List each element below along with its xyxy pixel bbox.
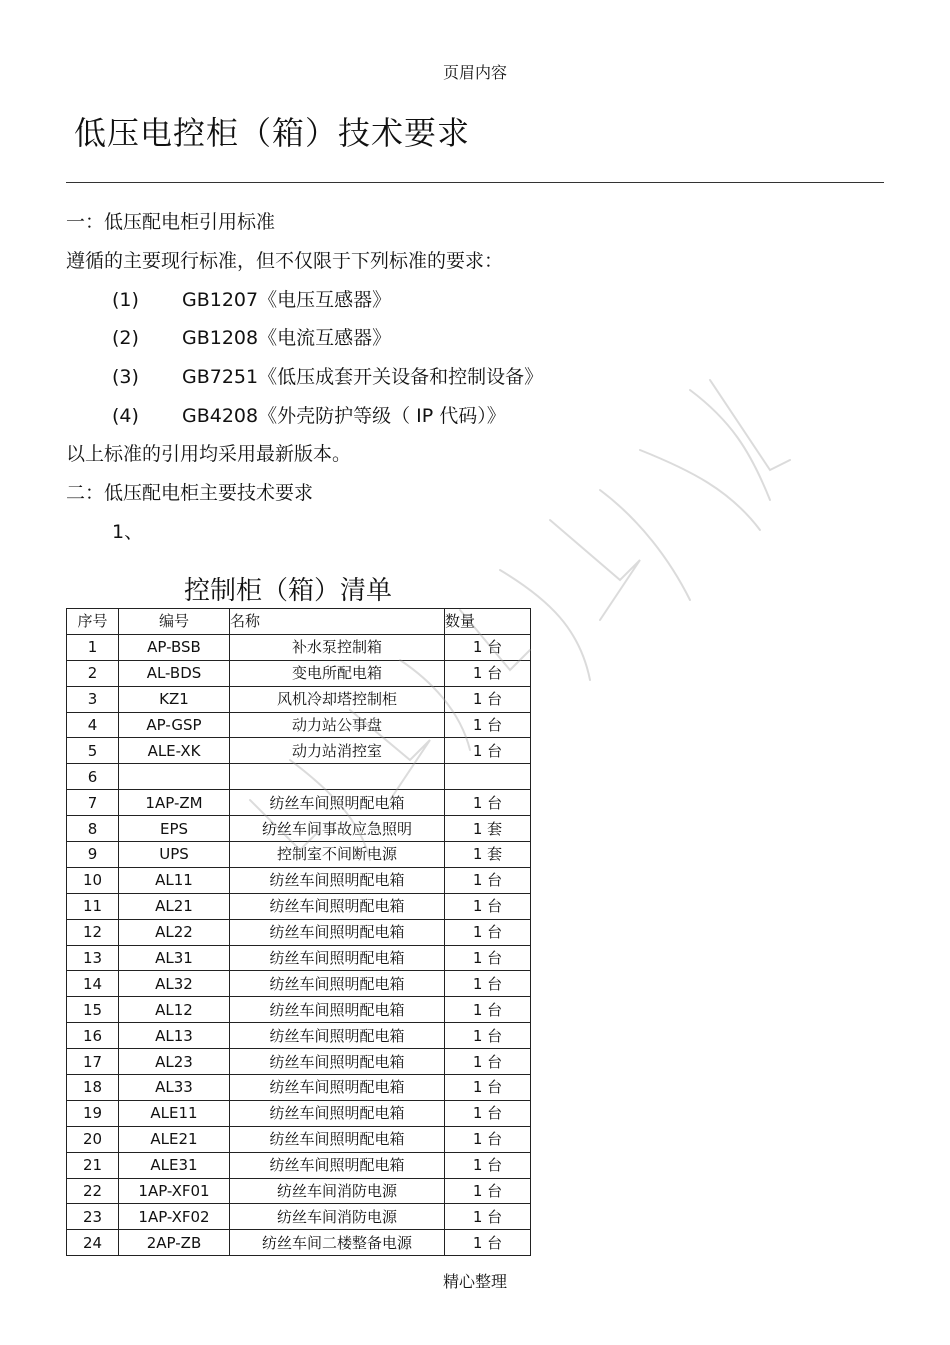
- cell-code: AL-BDS: [119, 660, 230, 686]
- cell-quantity: 1 台: [445, 1204, 531, 1230]
- cell-quantity: 1 台: [445, 790, 531, 816]
- cell-index: 13: [67, 945, 119, 971]
- cell-name: 纺丝车间照明配电箱: [230, 1049, 445, 1075]
- table-row: [67, 634, 531, 660]
- cell-name: 动力站公事盘: [230, 712, 445, 738]
- table-row: [67, 660, 531, 686]
- cell-name: 纺丝车间照明配电箱: [230, 790, 445, 816]
- table-row: [67, 1152, 531, 1178]
- table-row: [67, 1023, 531, 1049]
- table-row: [67, 867, 531, 893]
- cell-name: 纺丝车间照明配电箱: [230, 1152, 445, 1178]
- cell-quantity: 1 台: [445, 712, 531, 738]
- standard-item-number: (4): [112, 405, 139, 427]
- cell-index: 9: [67, 842, 119, 868]
- table-row: [67, 1204, 531, 1230]
- cell-code: ALE31: [119, 1152, 230, 1178]
- table-row: [67, 1126, 531, 1152]
- cell-index: 1: [67, 634, 119, 660]
- table-row: [67, 1178, 531, 1204]
- cell-quantity: 1 台: [445, 1023, 531, 1049]
- cell-index: 14: [67, 971, 119, 997]
- cell-quantity: 1 台: [445, 1049, 531, 1075]
- cell-name: 风机冷却塔控制柜: [230, 686, 445, 712]
- cell-name: 纺丝车间事故应急照明: [230, 816, 445, 842]
- cell-name: 补水泵控制箱: [230, 634, 445, 660]
- cell-quantity: 1 台: [445, 634, 531, 660]
- table-row: [67, 945, 531, 971]
- cell-index: 8: [67, 816, 119, 842]
- cell-name: 纺丝车间二楼整备电源: [230, 1230, 445, 1256]
- cell-code: ALE-XK: [119, 738, 230, 764]
- table-row: [67, 1230, 531, 1256]
- cell-code: UPS: [119, 842, 230, 868]
- cell-code: AL12: [119, 997, 230, 1023]
- cell-index: 3: [67, 686, 119, 712]
- cell-quantity: 1 台: [445, 660, 531, 686]
- cell-code: AL22: [119, 919, 230, 945]
- cell-index: 18: [67, 1075, 119, 1101]
- cell-name: 纺丝车间消防电源: [230, 1204, 445, 1230]
- standard-item-text: GB4208《外壳防护等级（ IP 代码）》: [182, 405, 506, 427]
- cell-quantity: 1 套: [445, 816, 531, 842]
- table-row: [67, 919, 531, 945]
- cell-index: 17: [67, 1049, 119, 1075]
- standard-item-text: GB7251《低压成套开关设备和控制设备》: [182, 366, 544, 388]
- section-2-subitem: 1、: [112, 521, 144, 543]
- cell-index: 5: [67, 738, 119, 764]
- cell-quantity: 1 台: [445, 1178, 531, 1204]
- cell-code: 2AP-ZB: [119, 1230, 230, 1256]
- cell-quantity: 1 台: [445, 738, 531, 764]
- cell-code: [119, 764, 230, 790]
- cell-code: AL32: [119, 971, 230, 997]
- header-index: 序号: [67, 609, 119, 635]
- standard-item-text: GB1208《电流互感器》: [182, 327, 392, 349]
- table-row: [67, 893, 531, 919]
- cell-code: 1AP-XF01: [119, 1178, 230, 1204]
- cell-name: 纺丝车间照明配电箱: [230, 997, 445, 1023]
- standard-item: [112, 323, 391, 350]
- cell-name: 纺丝车间照明配电箱: [230, 971, 445, 997]
- cell-index: 20: [67, 1126, 119, 1152]
- cell-code: AL31: [119, 945, 230, 971]
- cell-quantity: 1 台: [445, 971, 531, 997]
- cell-quantity: 1 台: [445, 1075, 531, 1101]
- cell-name: 纺丝车间照明配电箱: [230, 1023, 445, 1049]
- title-divider: [66, 182, 884, 183]
- cell-name: 变电所配电箱: [230, 660, 445, 686]
- standard-item: [112, 401, 506, 428]
- table-row: [67, 790, 531, 816]
- section-1-intro: 遵循的主要现行标准，但不仅限于下列标准的要求：: [66, 250, 504, 272]
- cell-name: 纺丝车间照明配电箱: [230, 1126, 445, 1152]
- cell-code: ALE11: [119, 1100, 230, 1126]
- standard-item: [112, 362, 543, 389]
- cell-quantity: 1 台: [445, 919, 531, 945]
- cell-code: AL11: [119, 867, 230, 893]
- cell-name: 纺丝车间照明配电箱: [230, 893, 445, 919]
- table-row: [67, 816, 531, 842]
- cell-code: AL21: [119, 893, 230, 919]
- cabinet-list-table: [66, 608, 531, 1256]
- cell-index: 12: [67, 919, 119, 945]
- cell-code: AP-GSP: [119, 712, 230, 738]
- cell-code: 1AP-XF02: [119, 1204, 230, 1230]
- table-row: [67, 1100, 531, 1126]
- table-row: [67, 1049, 531, 1075]
- cell-name: 动力站消控室: [230, 738, 445, 764]
- table-header-row: [67, 609, 531, 635]
- table-row: [67, 764, 531, 790]
- cell-index: 15: [67, 997, 119, 1023]
- cell-quantity: 1 台: [445, 1152, 531, 1178]
- table-row: [67, 1075, 531, 1101]
- table-row: [67, 842, 531, 868]
- cell-code: ALE21: [119, 1126, 230, 1152]
- page-header: 页眉内容: [442, 63, 507, 82]
- cell-index: 6: [67, 764, 119, 790]
- header-quantity: 数量: [445, 609, 531, 635]
- cell-name: 纺丝车间照明配电箱: [230, 919, 445, 945]
- cell-index: 2: [67, 660, 119, 686]
- cell-index: 7: [67, 790, 119, 816]
- cell-code: AP-BSB: [119, 634, 230, 660]
- cell-quantity: [445, 764, 531, 790]
- cell-index: 16: [67, 1023, 119, 1049]
- cell-quantity: 1 台: [445, 1126, 531, 1152]
- cell-quantity: 1 台: [445, 945, 531, 971]
- standard-item-number: (1): [112, 289, 139, 311]
- cell-name: 纺丝车间照明配电箱: [230, 867, 445, 893]
- cell-index: 22: [67, 1178, 119, 1204]
- cell-code: EPS: [119, 816, 230, 842]
- cell-index: 10: [67, 867, 119, 893]
- cell-code: KZ1: [119, 686, 230, 712]
- section-2-heading: 二：低压配电柜主要技术要求: [66, 482, 314, 504]
- standard-item: [112, 285, 391, 312]
- cell-code: 1AP-ZM: [119, 790, 230, 816]
- cell-index: 23: [67, 1204, 119, 1230]
- cell-index: 4: [67, 712, 119, 738]
- document-title: 低压电控柜（箱）技术要求: [74, 114, 471, 152]
- cell-quantity: 1 套: [445, 842, 531, 868]
- section-1-heading: 一：低压配电柜引用标准: [66, 211, 276, 233]
- standard-item-number: (2): [112, 327, 139, 349]
- cell-code: AL23: [119, 1049, 230, 1075]
- page-footer: 精心整理: [442, 1272, 507, 1291]
- table-title: 控制柜（箱）清单: [184, 576, 393, 606]
- cell-quantity: 1 台: [445, 997, 531, 1023]
- standard-item-number: (3): [112, 366, 139, 388]
- cell-name: 纺丝车间照明配电箱: [230, 1100, 445, 1126]
- table-row: [67, 971, 531, 997]
- cell-quantity: 1 台: [445, 867, 531, 893]
- standard-item-text: GB1207《电压互感器》: [182, 289, 392, 311]
- table-body: [67, 634, 531, 1255]
- cell-name: 纺丝车间消防电源: [230, 1178, 445, 1204]
- cell-name: 纺丝车间照明配电箱: [230, 945, 445, 971]
- cell-quantity: 1 台: [445, 893, 531, 919]
- cell-name: [230, 764, 445, 790]
- cell-index: 21: [67, 1152, 119, 1178]
- cell-code: AL13: [119, 1023, 230, 1049]
- table-row: [67, 712, 531, 738]
- cell-code: AL33: [119, 1075, 230, 1101]
- cell-name: 纺丝车间照明配电箱: [230, 1075, 445, 1101]
- cell-quantity: 1 台: [445, 1230, 531, 1256]
- cell-index: 24: [67, 1230, 119, 1256]
- table-row: [67, 997, 531, 1023]
- cell-index: 11: [67, 893, 119, 919]
- table-row: [67, 738, 531, 764]
- cell-name: 控制室不间断电源: [230, 842, 445, 868]
- header-name: 名称: [230, 609, 445, 635]
- cell-quantity: 1 台: [445, 1100, 531, 1126]
- header-code: 编号: [119, 609, 230, 635]
- cell-index: 19: [67, 1100, 119, 1126]
- section-1-note: 以上标准的引用均采用最新版本。: [66, 443, 352, 465]
- cell-quantity: 1 台: [445, 686, 531, 712]
- table-row: [67, 686, 531, 712]
